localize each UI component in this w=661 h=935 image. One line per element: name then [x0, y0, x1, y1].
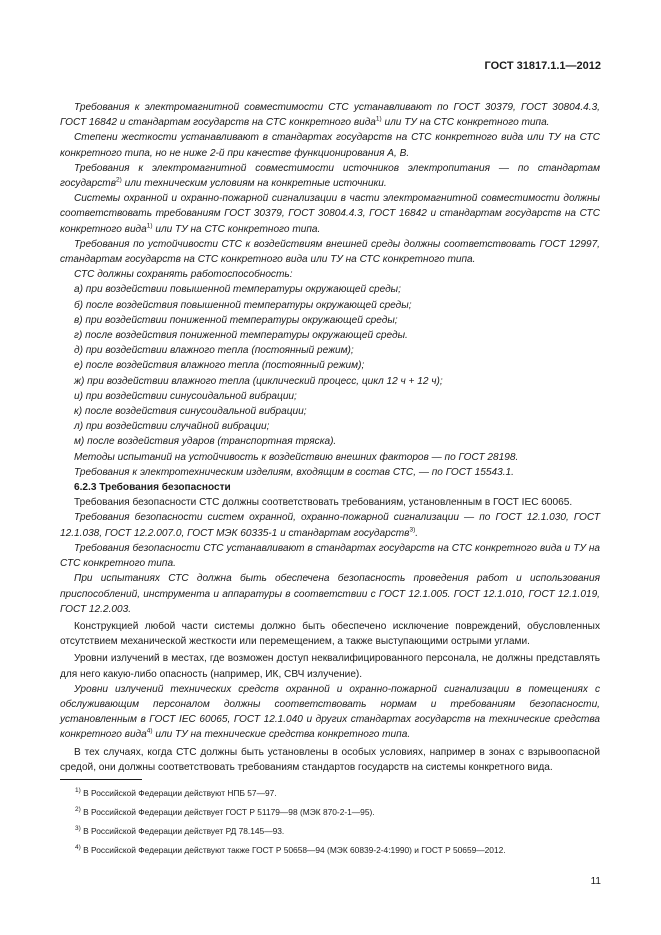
- footnote-ref-3: 3): [409, 526, 416, 534]
- list-item: д) при воздействии влажного тепла (постоянный режим);: [74, 345, 354, 357]
- list-item: е) после воздействия влажного тепла (постоянный режим);: [74, 360, 365, 372]
- footnote-ref-1b: 1): [146, 222, 153, 230]
- list-item: к) после воздействия синусоидальной вибрации;: [74, 406, 307, 418]
- alarm-systems-emc-paragraph: Системы охранной и охранно-пожарной сигнализации в части электромагнитной совместимости должны соответствовать требованиям ГОСТ 30379, ГОСТ 30804.4.3, ГОСТ 16842 и стандартам государств на СТС конкретного вида$^{1)}$ или ТУ на СТС конкретного типа.: [60, 193, 600, 235]
- radiation-alarm-paragraph: Уровни излучений технических средств охранной и охранно-пожарной сигнализации в помещениях с обслуживающим персоналом должны соответствовать нормам и требованиям безопасности, установленным в ГОСТ IEC 60065, ГОСТ 12.1.040 и других стандартах государств на технические средства конкретного вида$^{4)}$ или ТУ на технические средства конкретного типа.: [60, 683, 600, 741]
- document-code-header: ГОСТ 31817.1.1—2012: [484, 60, 601, 72]
- footnote-divider: [60, 779, 142, 780]
- safety-requirements-paragraph: Требования безопасности СТС должны соответствовать требованиям, установленным в ГОСТ IEC 60065.: [74, 497, 573, 509]
- footnote-ref-2: 2): [116, 176, 122, 184]
- electrotechnical-requirements-paragraph: Требования к электротехническим изделиям, входящим в состав СТС, — по ГОСТ 15543.1.: [74, 466, 514, 478]
- construction-paragraph: Конструкцией любой части системы должно быть обеспечено исключение повреждений, обусловленных отсутствием механической жесткости или перемещением, а также выступающими острыми углами.: [60, 620, 600, 648]
- alarm-safety-paragraph: Требования безопасности систем охранной, охранно-пожарной сигнализации — по ГОСТ 12.1.030, ГОСТ 12.1.038, ГОСТ 12.2.007.0, ГОСТ МЭК 60335-1 и стандартам государств$^{3)}$.: [60, 512, 600, 539]
- list-item: л) при воздействии случайной вибрации;: [74, 421, 270, 433]
- footnote-4: $^{4)}$ В Российской Федерации действуют также ГОСТ Р 50658—94 (МЭК 60839-2-4:1990) и ГОСТ Р 50659—2012.: [75, 844, 506, 855]
- list-item: ж) при воздействии влажного тепла (циклический процесс, цикл 12 ч + 12 ч);: [74, 375, 443, 387]
- footnote-3: $^{3)}$ В Российской Федерации действует РД 78.145—93.: [75, 825, 285, 836]
- footnote-ref-4: 4): [146, 727, 153, 735]
- radiation-levels-paragraph: Уровни излучений в местах, где возможен доступ неквалифицированного персонала, не должны представлять для него какую-либо опасность (например, ИК, СВЧ излучение).: [60, 653, 600, 680]
- environment-resistance-paragraph: Требования по устойчивости СТС к воздействиям внешней среды должны соответствовать ГОСТ 12997, стандартам государств на СТС конкретного вида или ТУ на СТС конкретного типа.: [60, 238, 600, 266]
- power-supply-emc-paragraph: Требования к электромагнитной совместимости источников электропитания — по стандартам государств$^{2)}$ или техническим условиям на конкретные источники.: [60, 162, 600, 190]
- safety-standards-paragraph: Требования безопасности СТС устанавливают в стандартах государств на СТС конкретного вида и ТУ на СТС конкретного типа.: [60, 542, 600, 570]
- list-item: в) при воздействии пониженной температуры окружающей среды;: [74, 314, 398, 326]
- section-heading-6-2-3: 6.2.3 Требования безопасности: [74, 482, 231, 494]
- list-item: м) после воздействия ударов (транспортная тряска).: [74, 436, 337, 448]
- severity-levels-paragraph: Степени жесткости устанавливают в стандартах государств на СТС конкретного вида или ТУ на СТС конкретного типа, но не ниже 2-й при качестве функционирования А, В.: [60, 132, 600, 159]
- list-item: г) после воздействия пониженной температуры окружающей среды.: [74, 330, 408, 342]
- page-number: 11: [590, 876, 601, 887]
- footnote-2: $^{2)}$ В Российской Федерации действует ГОСТ Р 51179—98 (МЭК 870-2-1—95).: [75, 806, 375, 817]
- test-methods-paragraph: Методы испытаний на устойчивость к воздействию внешних факторов — по ГОСТ 28198.: [74, 451, 519, 463]
- footnotes: [60, 784, 600, 860]
- list-item: а) при воздействии повышенной температуры окружающей среды;: [74, 284, 401, 296]
- testing-safety-paragraph: При испытаниях СТС должна быть обеспечена безопасность проведения работ и использования приспособлений, инструмента и аппаратуры в соответствии с ГОСТ 12.1.005. ГОСТ 12.1.010, ГОСТ 12.1.019, ГОСТ 12.2.003.: [60, 573, 600, 615]
- footnote-1: $^{1)}$ В Российской Федерации действуют НПБ 57—97.: [75, 787, 277, 798]
- special-conditions-paragraph: В тех случаях, когда СТС должны быть установлены в особых условиях, например в зонах с взрывоопасной средой, они должны соответствовать требованиям стандартов государств на системы конкретного вида.: [60, 746, 600, 773]
- operability-intro-paragraph: СТС должны сохранять работоспособность:: [74, 269, 293, 281]
- footnote-ref-1: 1): [375, 115, 382, 123]
- main-text: [60, 100, 600, 775]
- list-item: и) при воздействии синусоидальной вибрации;: [74, 390, 297, 402]
- list-item: б) после воздействия повышенной температуры окружающей среды;: [74, 299, 412, 311]
- emc-requirements-paragraph: Требования к электромагнитной совместимости СТС устанавливают по ГОСТ 30379, ГОСТ 30804.4.3, ГОСТ 16842 и стандартам государств на СТС конкретного вида$^{1)}$ или ТУ на СТС конкретного типа.: [60, 102, 600, 129]
